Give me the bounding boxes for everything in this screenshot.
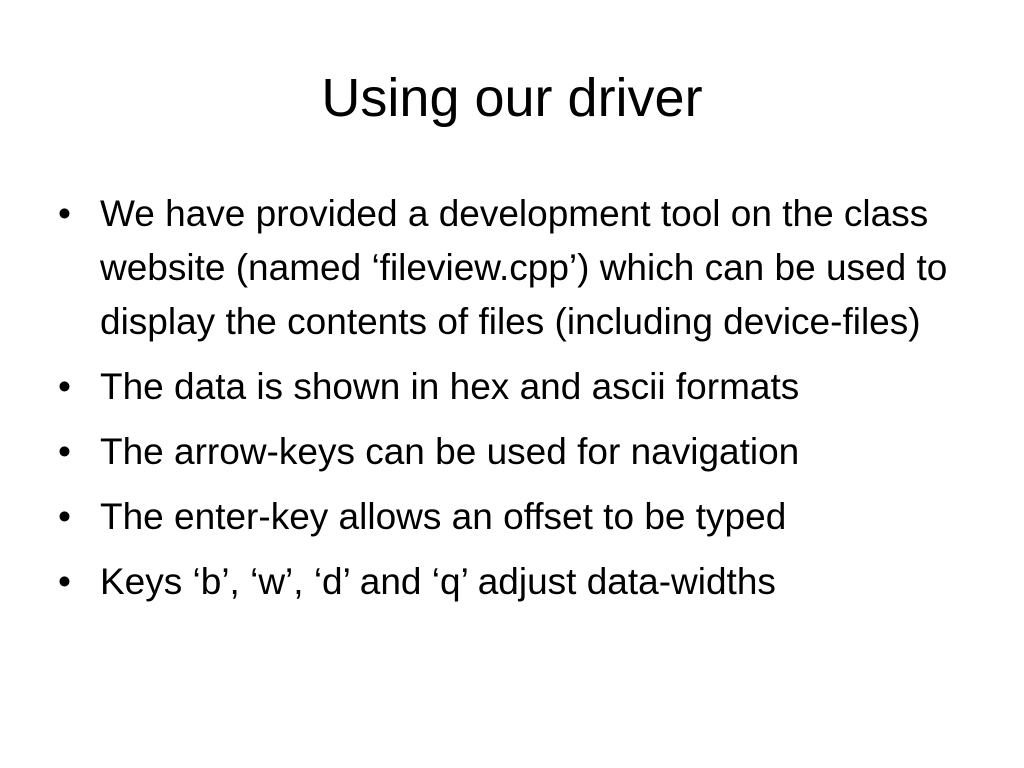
bullet-item <box>58 555 978 609</box>
bullet-text: Keys ‘b’, ‘w’, ‘d’ and ‘q’ adjust data-widths <box>100 561 776 602</box>
bullet-list <box>58 187 978 620</box>
bullet-marker: • <box>58 561 71 602</box>
bullet-marker: • <box>58 366 71 407</box>
bullet-item <box>58 490 978 544</box>
bullet-marker: • <box>58 496 71 537</box>
bullet-text: The arrow-keys can be used for navigation <box>100 431 800 472</box>
bullet-text: The enter-key allows an offset to be typed <box>100 496 787 537</box>
bullet-marker: • <box>58 431 71 472</box>
bullet-marker: • <box>58 193 71 234</box>
bullet-item <box>58 187 978 349</box>
bullet-item <box>58 360 978 414</box>
bullet-text: We have provided a development tool on the class website (named ‘fileview.cpp’) which can be used to display the contents of files (including device-files) <box>100 193 948 342</box>
bullet-item <box>58 425 978 479</box>
bullet-text: The data is shown in hex and ascii formats <box>100 366 800 407</box>
slide-title: Using our driver <box>321 68 703 128</box>
